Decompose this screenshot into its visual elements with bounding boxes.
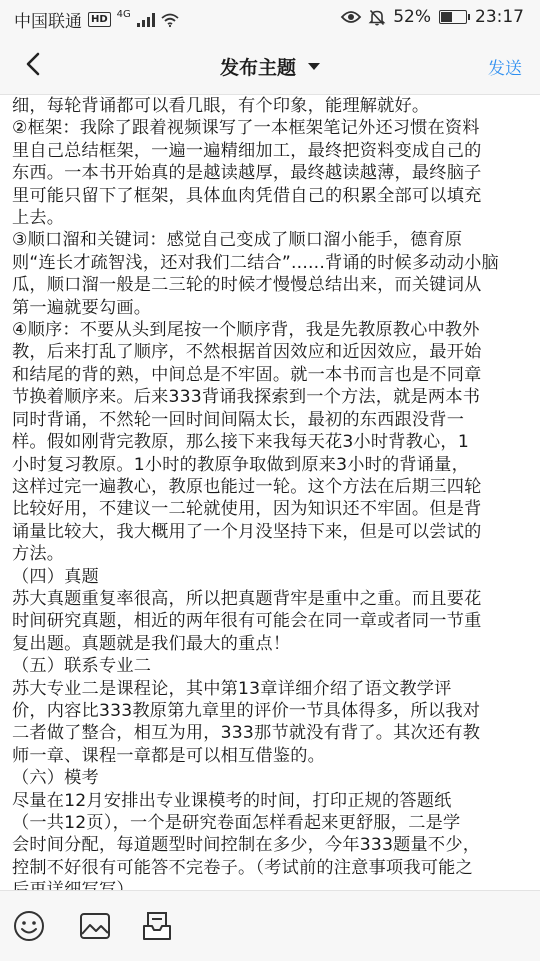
send-button[interactable]: 发送	[488, 59, 522, 79]
page-title: 发布主题	[219, 57, 296, 79]
content-line: 比较好用，不建议一二轮就使用，因为知识还不牢固。但是背	[12, 499, 482, 520]
content-line: 师一章、课程一章都是可以相互借鉴的。	[12, 745, 325, 766]
content-line: 东西。一本书开始真的是越读越厚，最终越读越薄，最终脑子	[12, 163, 482, 184]
content-line: 教，后来打乱了顺序，不然根据首因效应和近因效应，最开始	[12, 342, 482, 363]
content-line: 第一遍就要勾画。	[12, 297, 152, 318]
template-icon[interactable]	[140, 909, 174, 943]
content-line: 瓜，顺口溜一般是二三轮的时候才慢慢总结出来，而关键词从	[12, 275, 482, 296]
content-line: 小时复习教原。1小时的教原争取做到原来3小时的背诵量，	[12, 454, 469, 475]
title-dropdown[interactable]	[0, 53, 540, 80]
clock-time: 23:17	[475, 7, 524, 27]
content-line: 方法。	[12, 544, 65, 565]
content-line: （六）模考	[12, 768, 99, 789]
content-line: 复出题。真题就是我们最大的重点！	[12, 633, 291, 654]
content-line: （五）联系专业二	[12, 656, 152, 677]
emoji-icon[interactable]	[12, 909, 46, 943]
content-line: 诵量比较大，我大概用了一个月没坚持下来，但是可以尝试的	[12, 521, 482, 542]
network-type: 4G	[116, 9, 131, 20]
status-bar	[0, 0, 540, 36]
content-line: 控制不好很有可能答不完卷子。（考试前的注意事项我可能之	[12, 857, 473, 878]
navigation-bar	[0, 36, 540, 95]
content-line: 节换着顺序来。后来333背诵我探索到一个方法，就是两本书	[12, 387, 481, 408]
mute-bell-icon	[369, 9, 385, 26]
content-line: 上去。	[12, 208, 65, 229]
content-line: 和结尾的背的熟，中间总是不牢固。就一本书而言也是不同章	[12, 364, 482, 385]
wifi-icon	[161, 13, 179, 27]
content-line: 则“连长才疏智浅，还对我们二结合”......背诵的时候多动动小脑	[12, 252, 499, 273]
caret-down-icon	[308, 63, 320, 70]
content-line: 二者做了整合，相互为用，333那节就没有背了。其次还有教	[12, 723, 481, 744]
content-line: 里自己总结框架，一遍一遍精细加工，最终把资料变成自己的	[12, 140, 482, 161]
content-line: 里可能只留下了框架，具体血肉凭借自己的积累全部可以填充	[12, 185, 482, 206]
content-line: ②框架：我除了跟着视频课写了一本框架笔记外还习惯在资料	[12, 118, 480, 139]
hd-badge: HD	[88, 12, 111, 27]
content-line: 样。假如刚背完教原，那么接下来我每天花3小时背教心，1	[12, 432, 469, 453]
content-line: （一共12页），一个是研究卷面怎样看起来更舒服，二是学	[12, 813, 461, 833]
content-line: 价，内容比333教原第九章里的评价一节具体得多，所以我对	[12, 700, 481, 721]
signal-icon	[137, 13, 155, 27]
content-line: 细，每轮背诵都可以看几眼，有个印象，能理解就好。	[12, 96, 430, 116]
battery-icon	[439, 10, 467, 24]
content-line: ③顺口溜和关键词：感觉自己变成了顺口溜小能手，德育原	[12, 230, 463, 251]
content-line: 会时间分配，每道题型时间控制在多少，今年333题量不少，	[12, 835, 481, 856]
content-line: 苏大专业二是课程论，其中第13章详细介绍了语文教学评	[12, 678, 452, 699]
content-line: ④顺序：不要从头到尾按一个顺序背，我是先教原教心中教外	[12, 320, 480, 341]
content-line: 苏大真题重复率很高，所以把真题背牢是重中之重。而且要花	[12, 588, 482, 609]
content-line: （四）真题	[12, 566, 99, 587]
post-body-editor[interactable]	[12, 95, 532, 885]
content-line: 这样过完一遍教心，教原也能过一轮。这个方法在后期三四轮	[12, 476, 482, 497]
battery-percent: 52%	[393, 7, 431, 27]
eye-icon	[341, 10, 361, 24]
bottom-toolbar	[0, 890, 540, 961]
content-line: 尽量在12月安排出专业课模考的时间，打印正规的答题纸	[12, 790, 452, 811]
image-icon[interactable]	[78, 909, 112, 943]
content-line: 时间研究真题，相近的两年很有可能会在同一章或者同一节重	[12, 611, 482, 632]
content-line: 同时背诵，不然轮一回时间间隔太长，最初的东西跟没背一	[12, 409, 465, 430]
carrier-name: 中国联通	[14, 12, 82, 32]
